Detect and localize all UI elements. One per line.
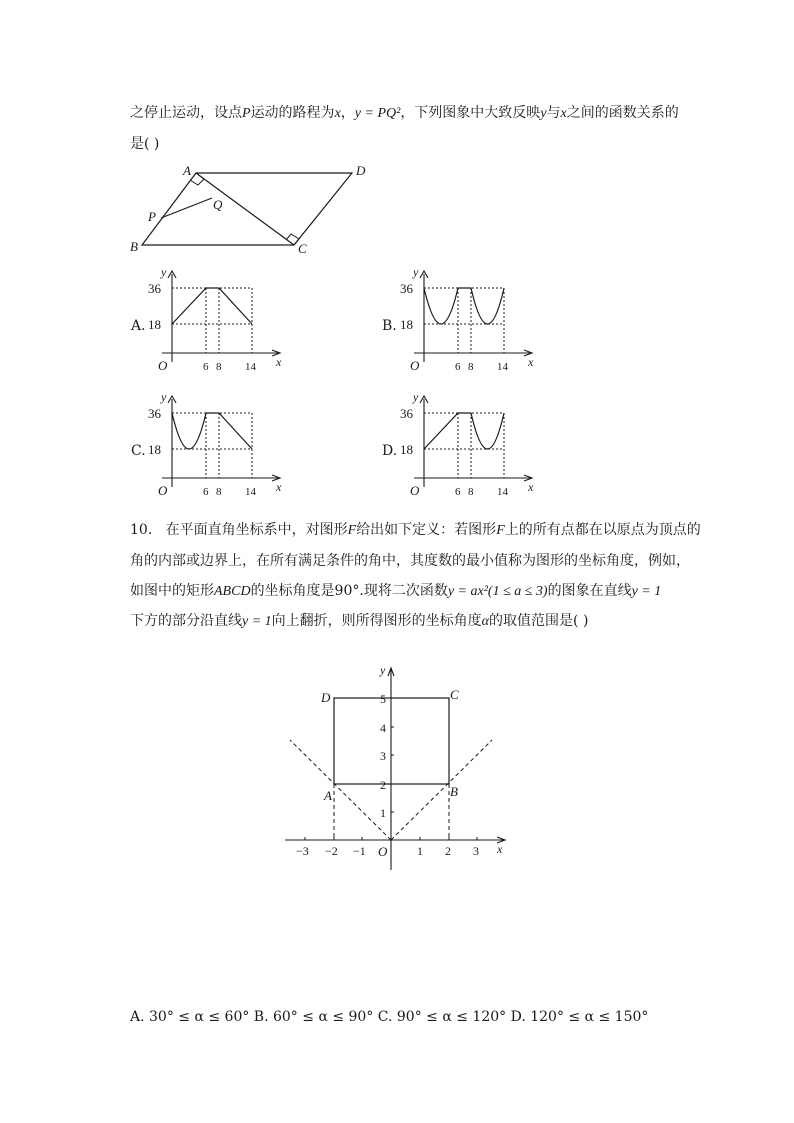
q9-point-p: P — [242, 106, 251, 121]
axis-y-label: y — [413, 390, 419, 404]
q10-text: 上的所有点都在以原点为顶点的 — [504, 522, 701, 538]
q10-text: 的取值范围是( ) — [489, 613, 589, 629]
q10-alpha: α — [481, 614, 490, 629]
tick-18: 18 — [148, 442, 161, 457]
q10-coordinate-figure — [280, 660, 520, 880]
q10-text: 如图中的矩形 — [130, 583, 214, 599]
option-b-graph — [380, 266, 550, 376]
origin-label: O — [158, 483, 168, 498]
tick-36: 36 — [148, 406, 161, 421]
axis-x-label: x — [528, 480, 534, 494]
label-c: C — [450, 687, 459, 702]
ytick-5: 5 — [380, 692, 386, 706]
option-b-label: B. — [382, 318, 397, 334]
q10-text-line-4 — [130, 611, 588, 632]
tick-8: 8 — [468, 361, 474, 373]
q10-figure-f: F — [496, 523, 505, 538]
q9-parallelogram-figure — [128, 163, 368, 256]
axis-x-label: x — [276, 355, 282, 369]
tick-18: 18 — [400, 317, 413, 332]
q10-equation: y = ax²(1 ≤ a ≤ 3) — [447, 584, 548, 599]
q9-text-line-1 — [130, 103, 679, 124]
q10-text-line-2: 角的内部或边界上，在所有满足条件的角中，其度数的最小值称为图形的坐标角度，例如， — [130, 553, 690, 569]
ytick-3: 3 — [380, 749, 386, 763]
q9-equation: y = PQ² — [354, 106, 401, 121]
q10-text-line-1 — [130, 520, 701, 541]
q9-var-x: x — [560, 106, 567, 121]
option-c-label: C. — [131, 443, 146, 459]
q10-answer-choices: A. 30° ≤ α ≤ 60° B. 60° ≤ α ≤ 90° C. 90° ≤ α ≤ 120° D. 120° ≤ α ≤ 150° — [130, 1009, 649, 1025]
tick-6: 6 — [455, 361, 461, 373]
q9-label-q: Q — [213, 197, 223, 212]
tick-18: 18 — [148, 317, 161, 332]
q9-label-p: P — [148, 209, 156, 224]
q9-text: 与 — [546, 105, 561, 121]
label-b: B — [450, 784, 458, 799]
tick-6: 6 — [203, 361, 209, 373]
xtick-neg1: −1 — [353, 844, 366, 858]
tick-8: 8 — [216, 486, 222, 498]
tick-14: 14 — [245, 361, 256, 373]
axis-y-label: y — [161, 390, 167, 404]
axis-x-label: x — [497, 842, 503, 856]
q9-text-line-2: 是( ) — [130, 136, 160, 152]
q10-text: 下方的部分沿直线 — [130, 613, 242, 629]
q9-text: ，下列图象中大致反映 — [400, 105, 541, 121]
q10-rect-name: ABCD — [214, 584, 251, 599]
axis-y-label: y — [161, 265, 167, 279]
tick-14: 14 — [245, 486, 256, 498]
xtick-3: 3 — [473, 844, 479, 858]
xtick-2: 2 — [445, 844, 451, 858]
q10-line-eq: y = 1 — [631, 584, 662, 599]
q9-label-d: D — [356, 163, 366, 178]
tick-36: 36 — [400, 281, 413, 296]
q9-text: 之停止运动，设点 — [130, 105, 242, 121]
tick-8: 8 — [468, 486, 474, 498]
ytick-2: 2 — [380, 778, 386, 792]
tick-8: 8 — [216, 361, 222, 373]
origin-label: O — [378, 844, 388, 859]
q9-text: 运动的路程为 — [250, 105, 335, 121]
xtick-neg3: −3 — [296, 844, 309, 858]
axis-y-label: y — [413, 265, 419, 279]
q9-label-c: C — [298, 241, 307, 256]
q10-text: 在平面直角坐标系中，对图形 — [165, 522, 348, 538]
q9-label-b: B — [130, 239, 138, 254]
q10-number: 10. — [130, 522, 153, 538]
origin-label: O — [410, 483, 420, 498]
q9-text: 之间的函数关系的 — [566, 105, 679, 121]
tick-6: 6 — [203, 486, 209, 498]
tick-14: 14 — [497, 486, 508, 498]
q10-text: 给出如下定义：若图形 — [356, 522, 497, 538]
label-d: D — [321, 690, 331, 705]
origin-label: O — [158, 358, 168, 373]
q9-label-a: A — [183, 163, 191, 178]
ytick-1: 1 — [380, 806, 386, 820]
option-d-graph — [380, 391, 550, 501]
ytick-4: 4 — [380, 721, 386, 735]
q9-var-y: y — [540, 106, 547, 121]
q9-var-x: x — [334, 106, 341, 121]
axis-x-label: x — [528, 355, 534, 369]
tick-6: 6 — [455, 486, 461, 498]
q10-text-line-3 — [130, 581, 661, 602]
xtick-1: 1 — [417, 844, 423, 858]
tick-36: 36 — [400, 406, 413, 421]
xtick-neg2: −2 — [325, 844, 338, 858]
q10-text: 的图象在直线 — [547, 583, 632, 599]
axis-y-label: y — [380, 663, 386, 677]
option-a-graph — [128, 266, 298, 376]
q10-text: 向上翻折，则所得图形的坐标角度 — [271, 613, 482, 629]
option-d-label: D. — [382, 443, 398, 459]
option-a-label: A. — [131, 318, 146, 334]
axis-x-label: x — [276, 480, 282, 494]
tick-18: 18 — [400, 442, 413, 457]
q9-text: ， — [340, 105, 355, 121]
tick-36: 36 — [148, 281, 161, 296]
label-a: A — [324, 788, 332, 803]
q10-text: 的坐标角度是90°.现将二次函数 — [250, 583, 448, 599]
tick-14: 14 — [497, 361, 508, 373]
q10-line-eq: y = 1 — [242, 614, 272, 629]
option-c-graph — [128, 391, 298, 501]
origin-label: O — [410, 358, 420, 373]
q10-figure-f: F — [347, 523, 357, 538]
